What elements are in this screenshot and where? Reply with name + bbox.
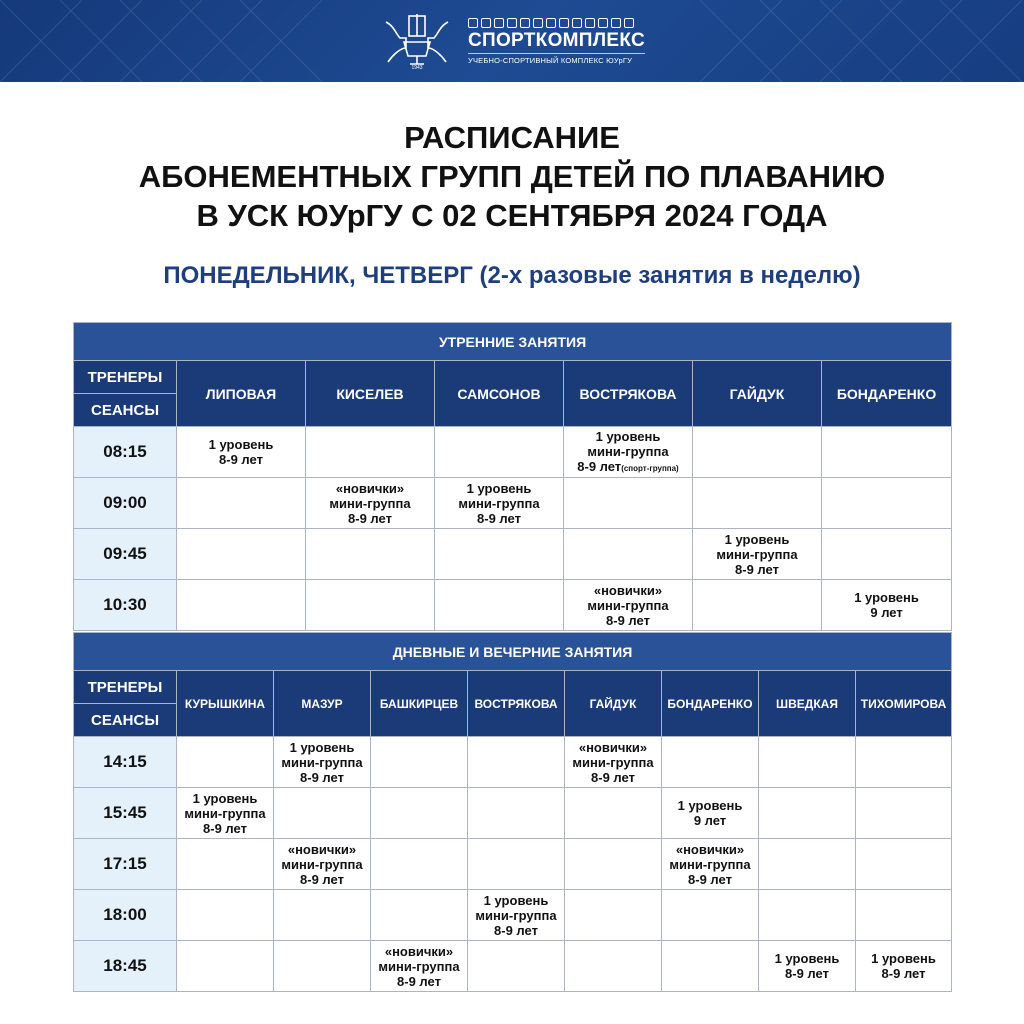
group-cell (274, 839, 371, 890)
sport-icon (546, 18, 556, 28)
schedule-row (74, 890, 952, 941)
empty-cell (177, 941, 274, 992)
session-time: 17:15 (74, 839, 177, 890)
empty-cell (177, 890, 274, 941)
evening-rows (74, 737, 952, 992)
group-info-line: мини-группа (475, 907, 557, 923)
trainer-header: КУРЫШКИНА (177, 671, 274, 737)
sport-icon (598, 18, 608, 28)
empty-cell (856, 839, 952, 890)
empty-cell (468, 941, 565, 992)
session-time: 15:45 (74, 788, 177, 839)
frequency-note: (2-х разовые занятия в неделю) (479, 262, 861, 289)
group-info-line: «новички» (675, 841, 745, 857)
schedule-row (74, 839, 952, 890)
sport-icon (611, 18, 621, 28)
evening-section-title: ДНЕВНЫЕ И ВЕЧЕРНИЕ ЗАНЯТИЯ (74, 633, 952, 671)
sport-icon (585, 18, 595, 28)
empty-cell (371, 788, 468, 839)
empty-cell (693, 427, 822, 478)
empty-cell (693, 478, 822, 529)
trainers-label: ТРЕНЕРЫ (74, 361, 177, 394)
morning-schedule-table (73, 322, 952, 631)
empty-cell (564, 529, 693, 580)
group-cell (662, 839, 759, 890)
group-info-line: «новички» (578, 739, 648, 755)
group-info-line: мини-группа (329, 495, 411, 511)
empty-cell (856, 788, 952, 839)
trainers-label: ТРЕНЕРЫ (74, 671, 177, 704)
empty-cell (371, 890, 468, 941)
university-emblem-icon (376, 12, 458, 70)
schedule-row (74, 478, 952, 529)
schedule-row (74, 529, 952, 580)
empty-cell (274, 941, 371, 992)
session-time: 14:15 (74, 737, 177, 788)
empty-cell (435, 529, 564, 580)
group-cell (274, 737, 371, 788)
group-info-line: 1 уровень (192, 790, 258, 806)
group-cell (177, 788, 274, 839)
sport-icon (507, 18, 517, 28)
empty-cell (177, 839, 274, 890)
empty-cell (177, 737, 274, 788)
empty-cell (177, 529, 306, 580)
group-info-line: мини-группа (281, 754, 363, 770)
empty-cell (759, 737, 856, 788)
group-cell (565, 737, 662, 788)
sport-icon (481, 18, 491, 28)
group-info-line: 8-9 лет (606, 612, 650, 628)
group-info-line: 1 уровень (208, 437, 274, 452)
empty-cell (822, 427, 952, 478)
morning-rows (74, 427, 952, 631)
group-info-line: 8-9 лет (688, 871, 732, 887)
trainer-header: МАЗУР (274, 671, 371, 737)
group-info-line: мини-группа (587, 443, 669, 459)
group-info-line: 1 уровень (483, 892, 549, 908)
empty-cell (565, 839, 662, 890)
sport-icon (533, 18, 543, 28)
group-cell (435, 478, 564, 529)
empty-cell (565, 890, 662, 941)
group-cell (564, 427, 693, 478)
schedule-days (0, 262, 1024, 290)
empty-cell (306, 580, 435, 631)
empty-cell (856, 737, 952, 788)
group-info-line: 8-9 лет (300, 769, 344, 785)
group-info-line: 9 лет (693, 813, 727, 828)
group-info-line: мини-группа (587, 597, 669, 613)
title-line-1: РАСПИСАНИЕ (404, 120, 620, 155)
group-cell (306, 478, 435, 529)
sport-icon (520, 18, 530, 28)
logo (376, 12, 645, 70)
group-info-line: 1 уровень (289, 739, 355, 755)
schedule-row (74, 788, 952, 839)
group-cell (468, 890, 565, 941)
group-info-line: мини-группа (281, 856, 363, 872)
brand-subtitle: УЧЕБНО-СПОРТИВНЫЙ КОМПЛЕКС ЮУрГУ (468, 53, 645, 65)
group-info-line: 8-9 лет (203, 820, 247, 836)
group-info-line: «новички» (384, 943, 454, 959)
session-time: 18:00 (74, 890, 177, 941)
empty-cell (662, 890, 759, 941)
group-cell (693, 529, 822, 580)
svg-text:1943: 1943 (411, 65, 423, 70)
trainer-header: БОНДАРЕНКО (662, 671, 759, 737)
empty-cell (693, 580, 822, 631)
group-info-line: 8-9 лет (219, 452, 263, 467)
empty-cell (468, 788, 565, 839)
sport-icons (468, 18, 645, 28)
session-time: 09:45 (74, 529, 177, 580)
title-line-3: В УСК ЮУрГУ С 02 СЕНТЯБРЯ 2024 ГОДА (196, 198, 828, 233)
group-info-line: «новички» (335, 480, 405, 496)
trainer-header: ГАЙДУК (693, 361, 822, 427)
brand-name: СПОРТКОМПЛЕКС (468, 29, 646, 51)
morning-section-title: УТРЕННИЕ ЗАНЯТИЯ (74, 323, 952, 361)
schedule-row (74, 941, 952, 992)
empty-cell (856, 890, 952, 941)
group-cell (759, 941, 856, 992)
group-info-line: «новички» (593, 582, 663, 598)
empty-cell (371, 737, 468, 788)
sport-icon (572, 18, 582, 28)
empty-cell (371, 839, 468, 890)
group-info-line: 8-9 лет (300, 871, 344, 887)
trainer-header: САМСОНОВ (435, 361, 564, 427)
empty-cell (759, 839, 856, 890)
empty-cell (435, 580, 564, 631)
group-info-line: 8-9 лет (785, 966, 829, 981)
empty-cell (759, 788, 856, 839)
empty-cell (565, 788, 662, 839)
empty-cell (822, 478, 952, 529)
brand-block (468, 18, 645, 65)
evening-schedule-table (73, 632, 952, 992)
session-time: 10:30 (74, 580, 177, 631)
group-info-line: 8-9 лет (881, 966, 926, 981)
empty-cell (564, 478, 693, 529)
group-info-line: мини-группа (378, 958, 460, 974)
empty-cell (565, 941, 662, 992)
group-cell (371, 941, 468, 992)
trainer-header: ГАЙДУК (565, 671, 662, 737)
trainer-header: КИСЕЛЕВ (306, 361, 435, 427)
group-info-line: мини-группа (572, 754, 654, 770)
group-info-line: 8-9 лет (591, 769, 635, 785)
schedule-row (74, 427, 952, 478)
sport-icon (468, 18, 478, 28)
group-info-line: 1 уровень (677, 798, 743, 813)
group-info-line: мини-группа (716, 546, 798, 562)
group-info-line: 8-9 лет (348, 510, 392, 526)
title-line-2: АБОНЕМЕНТНЫХ ГРУПП ДЕТЕЙ ПО ПЛАВАНИЮ (138, 159, 886, 194)
group-info-line: 8-9 лет (494, 922, 538, 938)
empty-cell (662, 941, 759, 992)
sessions-label: СЕАНСЫ (74, 394, 177, 427)
empty-cell (435, 427, 564, 478)
empty-cell (274, 788, 371, 839)
empty-cell (306, 529, 435, 580)
session-time: 18:45 (74, 941, 177, 992)
trainer-header: ТИХОМИРОВА (856, 671, 952, 737)
trainer-header: ШВЕДКАЯ (759, 671, 856, 737)
group-cell (177, 427, 306, 478)
empty-cell (468, 737, 565, 788)
group-cell (564, 580, 693, 631)
sport-icon (624, 18, 634, 28)
session-time: 08:15 (74, 427, 177, 478)
group-info-line: мини-группа (669, 856, 751, 872)
trainer-header: ЛИПОВАЯ (177, 361, 306, 427)
trainer-header: БАШКИРЦЕВ (371, 671, 468, 737)
group-cell (662, 788, 759, 839)
sessions-label: СЕАНСЫ (74, 704, 177, 737)
empty-cell (759, 890, 856, 941)
schedule-row (74, 580, 952, 631)
empty-cell (822, 529, 952, 580)
group-info-line: 1 уровень (774, 951, 840, 966)
session-time: 09:00 (74, 478, 177, 529)
group-info-line: 9 лет (870, 605, 903, 620)
empty-cell (177, 478, 306, 529)
group-cell (822, 580, 952, 631)
sport-icon (494, 18, 504, 28)
group-info-line: 1 уровень (595, 428, 661, 444)
group-info-line: 8-9 лет (397, 973, 441, 989)
empty-cell (662, 737, 759, 788)
group-info-line: мини-группа (458, 495, 540, 511)
group-info-line: 1 уровень (854, 590, 919, 605)
group-info-line: 1 уровень (724, 531, 790, 547)
group-info-line: 8-9 лет (735, 561, 779, 577)
group-info-line: 1 уровень (466, 480, 532, 496)
group-info-line: «новички» (287, 841, 357, 857)
sport-icon (559, 18, 569, 28)
trainer-header: БОНДАРЕНКО (822, 361, 952, 427)
group-info-line: мини-группа (184, 805, 266, 821)
trainer-header: ВОСТРЯКОВА (468, 671, 565, 737)
schedule-row (74, 737, 952, 788)
empty-cell (274, 890, 371, 941)
empty-cell (177, 580, 306, 631)
trainer-header: ВОСТРЯКОВА (564, 361, 693, 427)
days-label: ПОНЕДЕЛЬНИК, ЧЕТВЕРГ (163, 262, 473, 289)
header-banner (0, 0, 1024, 82)
group-info-line: 8-9 лет (477, 510, 521, 526)
group-info-line: 1 уровень (871, 951, 936, 966)
group-cell (856, 941, 952, 992)
empty-cell (468, 839, 565, 890)
empty-cell (306, 427, 435, 478)
group-info-line: 8-9 лет(спорт-группа) (577, 458, 679, 474)
